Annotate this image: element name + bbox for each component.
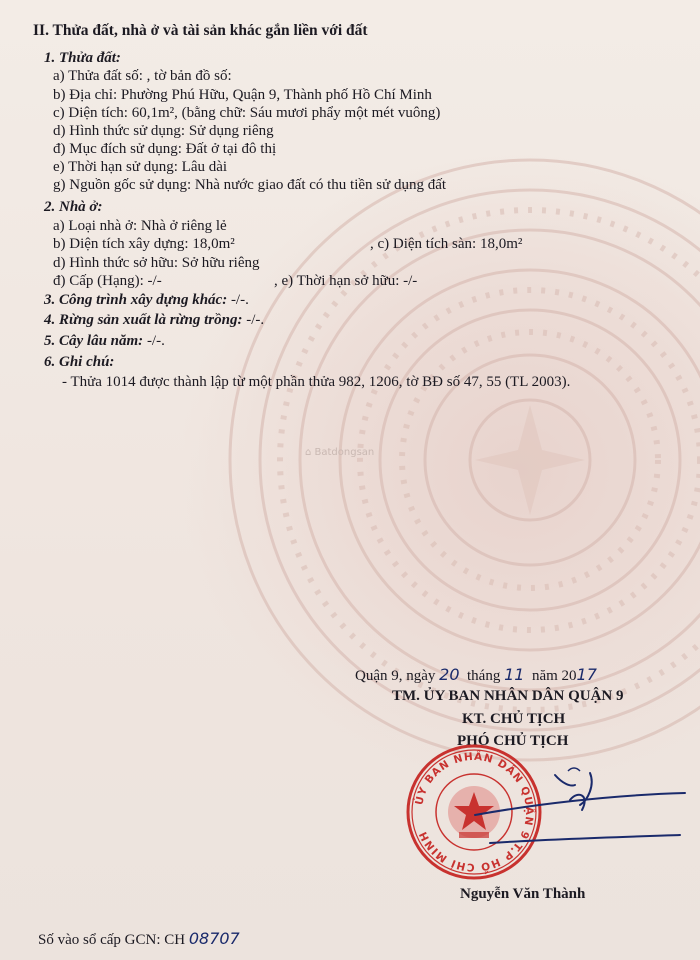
other-construction: 3. Công trình xây dựng khác: -/-. <box>44 292 249 308</box>
land-use-form: d) Hình thức sử dụng: Sử dụng riêng <box>53 123 274 139</box>
signature <box>470 765 690 875</box>
section-title: II. Thửa đất, nhà ở và tài sản khác gắn liền với đất <box>33 22 368 39</box>
land-parcel-number: a) Thửa đất số: , tờ bản đồ số: <box>53 68 232 84</box>
perennial-trees: 5. Cây lâu năm: -/-. <box>44 333 165 349</box>
land-address: b) Địa chỉ: Phường Phú Hữu, Quận 9, Thành phố Hồ Chí Minh <box>53 87 432 103</box>
house-ownership-term: , e) Thời hạn sở hữu: -/- <box>274 273 418 289</box>
house-grade: đ) Cấp (Hạng): -/- <box>53 273 162 289</box>
planted-forest: 4. Rừng sản xuất là rừng trồng: -/-. <box>44 312 265 328</box>
land-use-term: e) Thời hạn sử dụng: Lâu dài <box>53 159 228 175</box>
notes-text: - Thửa 1014 được thành lập từ một phần thửa 982, 1206, tờ BĐ số 47, 55 (TL 2003). <box>62 374 571 390</box>
land-heading: 1. Thửa đất: <box>44 50 121 66</box>
chairman-title: KT. CHỦ TỊCH <box>462 711 566 727</box>
committee-title: TM. ỦY BAN NHÂN DÂN QUẬN 9 <box>392 688 624 704</box>
signer-name: Nguyễn Văn Thành <box>460 886 586 902</box>
land-use-purpose: đ) Mục đích sử dụng: Đất ở tại đô thị <box>53 141 277 157</box>
issue-date: Quận 9, ngày 20 tháng 11 năm 2017 <box>355 665 597 684</box>
watermark-logo: ⌂ Batdongsan <box>305 447 375 458</box>
land-area: c) Diện tích: 60,1m², (bằng chữ: Sáu mươi phẩy một mét vuông) <box>53 105 441 121</box>
land-use-origin: g) Nguồn gốc sử dụng: Nhà nước giao đất có thu tiền sử dụng đất <box>53 177 447 193</box>
notes-heading: 6. Ghi chú: <box>44 354 115 370</box>
svg-text:ỦY BAN NHÂN DÂN QUẬN 9 T.P HỒ: ỦY BAN NHÂN DÂN QUẬN 9 T.P HỒ CHÍ MINH <box>413 750 536 874</box>
house-ownership: d) Hình thức sở hữu: Sở hữu riêng <box>53 255 260 271</box>
house-type: a) Loại nhà ở: Nhà ở riêng lẻ <box>53 218 227 234</box>
registry-number: Số vào sổ cấp GCN: CH 08707 <box>38 929 240 948</box>
issue-month: 11 <box>504 665 525 684</box>
issue-year: 17 <box>576 665 597 684</box>
house-build-area: b) Diện tích xây dựng: 18,0m² <box>53 236 235 252</box>
vice-chairman-title: PHÓ CHỦ TỊCH <box>457 733 569 749</box>
house-heading: 2. Nhà ở: <box>44 199 103 215</box>
issue-day: 20 <box>439 665 460 684</box>
registry-number-value: 08707 <box>188 929 240 948</box>
house-floor-area: , c) Diện tích sàn: 18,0m² <box>370 236 523 252</box>
